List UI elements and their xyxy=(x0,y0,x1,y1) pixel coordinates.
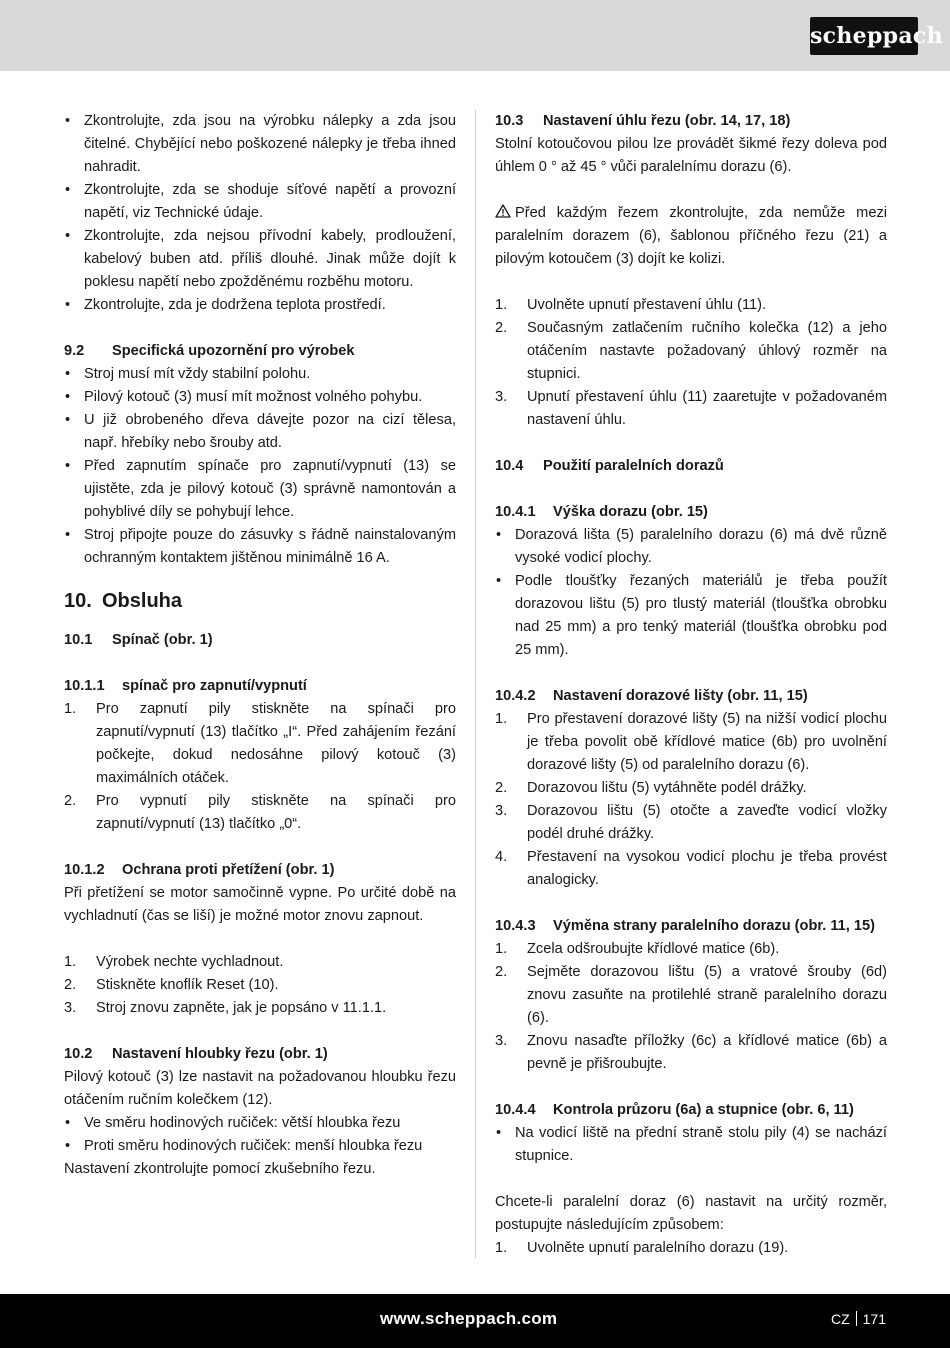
section-title: Kontrola průzoru (6a) a stupnice (obr. 6, 11) xyxy=(553,1102,854,1118)
list-item: • U již obrobeného dřeva dávejte pozor na cizí tělesa, např. hřebíky nebo šrouby atd. xyxy=(64,409,456,455)
s1044-step-list xyxy=(495,1237,887,1260)
list-item: • Stroj musí mít vždy stabilní polohu. xyxy=(64,363,456,386)
paragraph: Stolní kotoučovou pilou lze provádět šikmé řezy doleva pod úhlem 0 ° až 45 ° vůči paralelnímu dorazu (6). xyxy=(495,136,887,175)
warning-triangle-icon xyxy=(495,204,511,218)
paragraph: Nastavení zkontrolujte pomocí zkušebního řezu. xyxy=(64,1161,376,1177)
section-heading-10-1-1 xyxy=(64,675,456,698)
list-item: • Pilový kotouč (3) musí mít možnost volného pohybu. xyxy=(64,386,456,409)
list-item: 2. Sejměte dorazovou lištu (5) a vratové šrouby (6d) znovu zasuňte na protilehlé straně paralelního dorazu (6). xyxy=(495,964,887,1026)
section-title: Specifická upozornění pro výrobek xyxy=(112,343,355,359)
list-item: • Zkontrolujte, zda se shoduje síťové napětí a provozní napětí, viz Technické údaje. xyxy=(64,179,456,225)
s1044-bullet-list xyxy=(495,1122,887,1168)
list-item: • Stroj připojte pouze do zásuvky s řádně nainstalovaným ochranným kontaktem jištěnou minimálně 16 A. xyxy=(64,524,456,570)
list-item: 1. Uvolněte upnutí přestavení úhlu (11). xyxy=(495,297,767,313)
s1043-step-list xyxy=(495,938,887,1076)
section-heading-10-4 xyxy=(495,455,887,478)
section-title: spínač pro zapnutí/vypnutí xyxy=(122,678,307,694)
s92-bullet-list xyxy=(64,363,456,570)
s1011-step-list xyxy=(64,698,456,836)
s103-step-list xyxy=(495,294,887,432)
section-number: 10.4 xyxy=(495,458,524,474)
list-item: • Na vodicí liště na přední straně stolu pily (4) se nachází stupnice. xyxy=(495,1122,887,1168)
section-heading-10-4-3 xyxy=(495,915,887,938)
column-divider xyxy=(475,110,476,1258)
section-number: 10.4.1 xyxy=(495,504,536,520)
chapter-heading-10 xyxy=(64,582,456,618)
right-column xyxy=(495,110,887,1260)
section-number: 9.2 xyxy=(64,343,85,359)
s1041-bullet-list xyxy=(495,524,887,662)
section-number: 10.4.3 xyxy=(495,918,536,934)
page-number: 171 xyxy=(862,1311,886,1327)
section-heading-10-2 xyxy=(64,1043,456,1066)
list-item: 2. Pro vypnutí pily stiskněte na spínači pro zapnutí/vypnutí (13) tlačítko „0“. xyxy=(64,793,456,832)
section-number: 10.1.2 xyxy=(64,862,105,878)
footer-bar xyxy=(0,1294,950,1348)
paragraph: Chcete-li paralelní doraz (6) nastavit na určitý rozměr, postupujte následujícím způsobem: xyxy=(495,1194,887,1233)
list-item: • Ve směru hodinových ručiček: větší hloubka řezu xyxy=(64,1112,456,1135)
section-title: Ochrana proti přetížení (obr. 1) xyxy=(122,862,335,878)
section-heading-10-1 xyxy=(64,629,456,652)
page-indicator xyxy=(831,1294,886,1344)
section-heading-10-4-1 xyxy=(495,501,887,524)
list-item: 1. Zcela odšroubujte křídlové matice (6b). xyxy=(495,941,780,957)
list-item: • Zkontrolujte, zda jsou na výrobku nálepky a zda jsou čitelné. Chybějící nebo poškozené nálepky je třeba ihned nahradit. xyxy=(64,110,456,179)
list-item: • Proti směru hodinových ručiček: menší hloubka řezu xyxy=(64,1135,456,1158)
section-heading-10-4-2 xyxy=(495,685,887,708)
section-number: 10.4.4 xyxy=(495,1102,536,1118)
section-title: Nastavení hloubky řezu (obr. 1) xyxy=(112,1046,328,1062)
list-item: • Zkontrolujte, zda nejsou přívodní kabely, prodloužení, kabelový buben atd. příliš dlouhé. Jinak může dojít k poklesu napětí nebo zpožděnému rozběhu motoru. xyxy=(64,225,456,294)
list-item: • Před zapnutím spínače pro zapnutí/vypnutí (13) se ujistěte, zda je pilový kotouč (3) správně namontován a pohyblivé díly se pohybují lehce. xyxy=(64,455,456,524)
section-title: Nastavení úhlu řezu (obr. 14, 17, 18) xyxy=(543,113,791,129)
section-title: Výška dorazu (obr. 15) xyxy=(553,504,708,520)
header-bar xyxy=(0,0,950,71)
paragraph: Pilový kotouč (3) lze nastavit na požadovanou hloubku řezu otáčením ručním kolečkem (12). xyxy=(64,1069,456,1108)
section-title: Spínač (obr. 1) xyxy=(112,632,213,648)
section-title: Výměna strany paralelního dorazu (obr. 11, 15) xyxy=(553,918,875,934)
list-item: 1. Uvolněte upnutí paralelního dorazu (19). xyxy=(495,1240,789,1256)
s102-bullet-list xyxy=(64,1112,456,1158)
section-number: 10.2 xyxy=(64,1046,93,1062)
list-item: 3. Upnutí přestavení úhlu (11) zaaretujte v požadovaném nastavení úhlu. xyxy=(495,389,887,428)
section-number: 10.1 xyxy=(64,632,93,648)
list-item: 1. Pro zapnutí pily stiskněte na spínači pro zapnutí/vypnutí (13) tlačítko „I“. Před zahájením řezání počkejte, dokud nedosáhne pilový kotouč (3) maximálních otáček. xyxy=(64,701,456,786)
section-number: 10.1.1 xyxy=(64,678,105,694)
left-column xyxy=(64,110,456,1181)
warning-paragraph xyxy=(495,202,887,271)
s1042-step-list xyxy=(495,708,887,892)
section-number: 10.3 xyxy=(495,113,524,129)
list-item: • Zkontrolujte, zda je dodržena teplota prostředí. xyxy=(64,294,456,317)
list-item: 2. Stiskněte knoflík Reset (10). xyxy=(64,977,279,993)
separator xyxy=(856,1311,857,1326)
section-title: Použití paralelních dorazů xyxy=(543,458,724,474)
list-item: 1. Pro přestavení dorazové lišty (5) na nižší vodicí plochu je třeba povolit obě křídlové matice (6b) pro uvolnění dorazové lišty (5) od paralelního dorazu (6). xyxy=(495,711,887,773)
paragraph: Při přetížení se motor samočinně vypne. Po určité době na vychladnutí (čas se liší) je možné motor znovu zapnout. xyxy=(64,885,456,924)
scheppach-logo: scheppach xyxy=(810,17,918,55)
section-number: 10.4.2 xyxy=(495,688,536,704)
list-item: 4. Přestavení na vysokou vodicí plochu je třeba provést analogicky. xyxy=(495,849,887,888)
warning-text: Před každým řezem zkontrolujte, zda nemůže mezi paralelním dorazem (6), šablonou příčného řezu (21) a pilovým kotoučem (3) dojít ke kolizi. xyxy=(495,205,887,267)
chapter-title: Obsluha xyxy=(102,590,183,612)
section-heading-10-1-2 xyxy=(64,859,456,882)
list-item: 3. Dorazovou lištu (5) otočte a zaveďte vodicí vložky podél druhé drážky. xyxy=(495,803,887,842)
language-code: CZ xyxy=(830,1311,850,1327)
list-item: • Podle tloušťky řezaných materiálů je třeba použít dorazovou lištu (5) pro tlustý materiál (tloušťka obrobku nad 25 mm) a pro tenký materiál (tloušťka obrobku pod 25 mm). xyxy=(495,570,887,662)
list-item: 3. Znovu nasaďte příložky (6c) a křídlové matice (6b) a pevně je přišroubujte. xyxy=(495,1033,887,1072)
section-heading-10-3 xyxy=(495,110,887,133)
list-item: 1. Výrobek nechte vychladnout. xyxy=(64,954,284,970)
section-title: Nastavení dorazové lišty (obr. 11, 15) xyxy=(553,688,808,704)
chapter-number: 10. xyxy=(64,590,92,612)
intro-bullet-list xyxy=(64,110,456,317)
section-heading-9-2 xyxy=(64,340,456,363)
list-item: 3. Stroj znovu zapněte, jak je popsáno v 11.1.1. xyxy=(64,1000,387,1016)
list-item: • Dorazová lišta (5) paralelního dorazu (6) má dvě různě vysoké vodicí plochy. xyxy=(495,524,887,570)
section-heading-10-4-4 xyxy=(495,1099,887,1122)
s1012-step-list xyxy=(64,951,456,1020)
list-item: 2. Současným zatlačením ručního kolečka (12) a jeho otáčením nastavte požadovaný úhlový rozměr na stupnici. xyxy=(495,320,887,382)
list-item: 2. Dorazovou lištu (5) vytáhněte podél drážky. xyxy=(495,780,807,796)
website-link[interactable]: www.scheppach.com xyxy=(380,1309,558,1328)
